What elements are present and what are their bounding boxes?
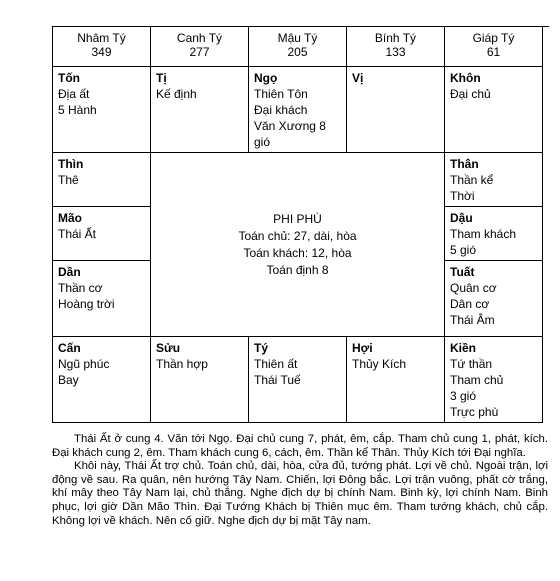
palace-entry: Tham khách [450, 227, 517, 241]
palace-name: Tốn [58, 71, 80, 85]
palace-entry: Trực phù [450, 405, 499, 419]
palace-name: Thìn [58, 157, 84, 171]
center-title: PHI PHÙ [273, 211, 322, 226]
palace-entry: 3 gió [450, 389, 477, 403]
palace-thin [53, 153, 151, 207]
palace-entry: Thần cơ [58, 281, 103, 295]
palace-entry: Đại khách [254, 103, 308, 117]
header-number: 61 [486, 45, 501, 59]
palace-entry: Đại chủ [450, 87, 491, 101]
palace-name: Cấn [58, 341, 81, 355]
palace-ty [249, 337, 347, 423]
paragraph: Thái Ất ở cung 4. Văn tới Ngọ. Đại chủ cung 7, phát, êm, cắp. Tham chủ cung 1, phát, kích. Đại khách cung 2, êm. Tham khách cung 6, cách, êm. Thần kể Thân. Thủy Kích tới Đại nghĩa. [52, 433, 548, 459]
palace-name: Dần [58, 265, 81, 279]
header-cell-nham-ty [53, 27, 151, 67]
palace-name: Mão [58, 211, 82, 225]
palace-mao [53, 207, 151, 261]
palace-name: Dậu [450, 211, 473, 225]
palace-ti [151, 67, 249, 153]
palace-dan [53, 261, 151, 337]
palace-entry: Kế định [156, 87, 197, 101]
palace-entry: Thần hợp [156, 357, 208, 371]
palace-entry: gió [254, 135, 271, 149]
palace-can [53, 337, 151, 423]
palace-entry: 5 Hành [58, 103, 97, 117]
paragraph: Khôi này, Thái Ất trợ chủ. Toán chủ, dài, hòa, cửa đủ, tướng phát. Lợi về chủ. Ngoài trận, lợi động về sau. Ra quân, nên hướng Tây Nam. Chiến, lợi Đông bắc. Lợi trận vuông, phất cờ trắng, khí mây theo Tây Nam lại, chủ thắng. Nghe địch dự bị chính Nam. Binh kỳ, lợi chính Nam. Binh phục, lợi giờ Dần Mão Thìn. Đại Tướng Khách bị Thiên mục êm. Tham tướng khách, chủ cắp. Không lợi về khách. Nên cố giữ. Nghe địch dự bị mặt Tây nam. [52, 460, 548, 527]
palace-entry: Thái Âm [450, 313, 495, 327]
palace-entry: Thê [58, 173, 79, 187]
palace-vi [347, 67, 445, 153]
palace-entry: Thời [450, 189, 475, 203]
palace-tuat [445, 261, 543, 337]
palace-name: Vị [352, 71, 364, 85]
palace-name: Ngọ [254, 71, 278, 85]
header-name: Canh Tý [176, 31, 223, 45]
palace-entry: Ngũ phúc [58, 357, 110, 371]
center-line-guest-count: Toán khách: 12, hòa [243, 245, 352, 260]
header-name: Bính Tý [374, 31, 417, 45]
palace-entry: Dân cơ [450, 297, 490, 311]
palace-name: Tuất [450, 265, 475, 279]
palace-entry: Địa ất [58, 87, 90, 101]
header-name: Mậu Tý [277, 31, 318, 45]
palace-name: Tị [156, 71, 167, 85]
palace-name: Sửu [156, 341, 181, 355]
header-name: Nhâm Tý [77, 31, 126, 45]
header-cell-giap-ty [445, 27, 543, 67]
palace-entry: Hoàng trời [58, 297, 115, 311]
header-number: 277 [189, 45, 210, 59]
palace-entry: Thái Ất [58, 227, 97, 241]
palace-name: Hợi [352, 341, 373, 355]
center-line-fixed-count: Toán định 8 [266, 262, 329, 277]
header-number: 205 [287, 45, 308, 59]
palace-ngo [249, 67, 347, 153]
palace-grid [52, 26, 549, 423]
palace-suu [151, 337, 249, 423]
palace-entry: Thần kể [450, 173, 494, 187]
center-summary [151, 153, 445, 337]
palace-name: Kiền [450, 341, 477, 355]
header-cell-canh-ty [151, 27, 249, 67]
palace-entry: Thủy Kích [352, 357, 407, 371]
commentary-text [52, 433, 548, 528]
palace-name: Thân [450, 157, 479, 171]
palace-entry: Thiên ất [254, 357, 298, 371]
palace-entry: 5 gió [450, 243, 477, 257]
center-line-host-count: Toán chủ: 27, dài, hòa [238, 228, 357, 243]
header-cell-mau-ty [249, 27, 347, 67]
palace-entry: Thái Tuế [254, 373, 301, 387]
palace-name: Khôn [450, 71, 481, 85]
palace-dau [445, 207, 543, 261]
palace-entry: Thiên Tôn [254, 87, 308, 101]
palace-entry: Văn Xương 8 [254, 119, 326, 133]
header-number: 349 [91, 45, 112, 59]
palace-kien [445, 337, 543, 423]
header-cell-binh-ty [347, 27, 445, 67]
palace-ton [53, 67, 151, 153]
header-number: 133 [385, 45, 406, 59]
palace-than [445, 153, 543, 207]
palace-khon [445, 67, 543, 153]
palace-entry: Quân cơ [450, 281, 497, 295]
palace-entry: Bay [58, 373, 79, 387]
header-name: Giáp Tý [472, 31, 515, 45]
palace-hoi [347, 337, 445, 423]
palace-name: Tý [254, 341, 269, 355]
palace-entry: Tứ thần [450, 357, 493, 371]
palace-entry: Tham chủ [450, 373, 504, 387]
